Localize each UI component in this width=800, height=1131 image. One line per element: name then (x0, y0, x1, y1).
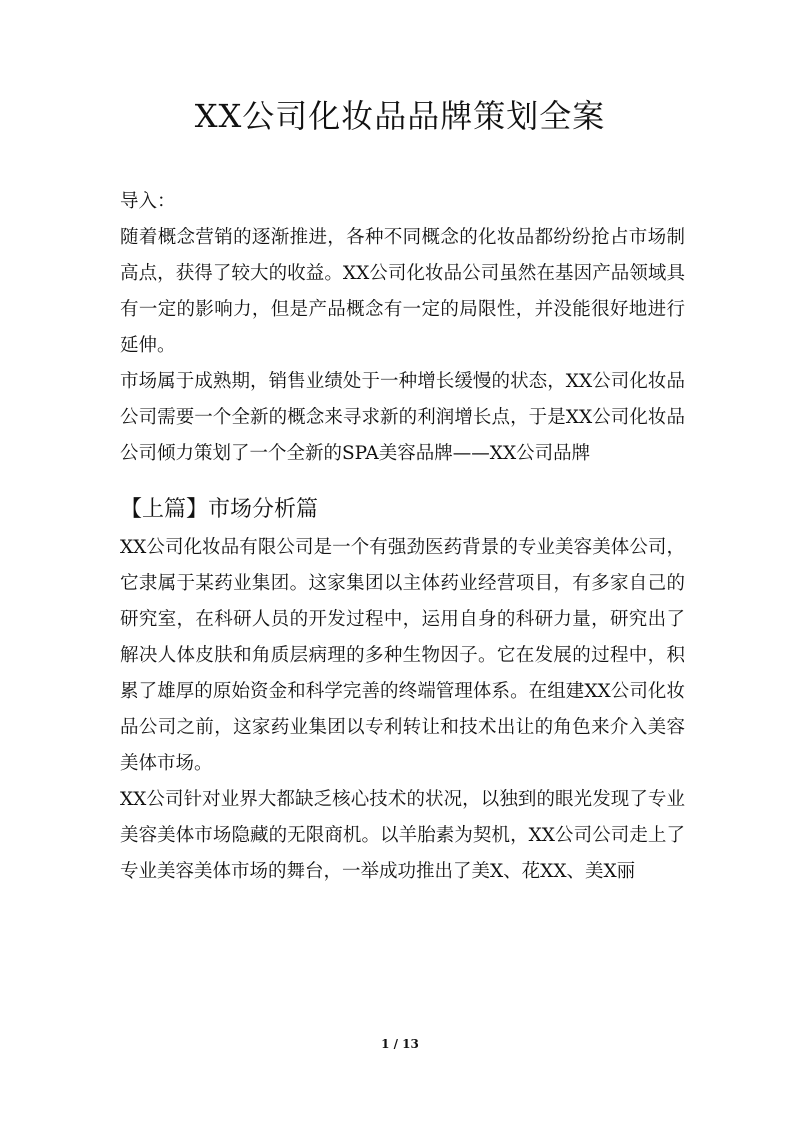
intro-paragraph-2: 市场属于成熟期，销售业绩处于一种增长缓慢的状态，XX公司化妆品公司需要一个全新的概念来寻求新的利润增长点，于是XX公司化妆品公司倾力策划了一个全新的SPA美容品牌——XX公司品牌 (120, 371, 685, 464)
intro-label: 导入： (120, 191, 176, 212)
document-body (120, 184, 685, 890)
section-heading: 【上篇】市场分析篇 (120, 497, 319, 522)
section-paragraph-2: XX公司针对业界大都缺乏核心技术的状况，以独到的眼光发现了专业美容美体市场隐藏的无限商机。以羊胎素为契机，XX公司公司走上了专业美容美体市场的舞台，一举成功推出了美X、花XX、美X丽 (120, 789, 685, 882)
intro-paragraph-1: 随着概念营销的逐渐推进，各种不同概念的化妆品都纷纷抢占市场制高点，获得了较大的收益。XX公司化妆品公司虽然在基因产品领域具有一定的影响力，但是产品概念有一定的局限性，并没能很好地进行延伸。 (120, 227, 685, 356)
section-spacer (120, 472, 685, 490)
document-title: XX公司化妆品品牌策划全案 (194, 97, 606, 135)
section-paragraph-1: XX公司化妆品有限公司是一个有强劲医药背景的专业美容美体公司，它隶属于某药业集团。这家集团以主体药业经营项目，有多家自己的研究室，在科研人员的开发过程中，运用自身的科研力量，研究出了解决人体皮肤和角质层病理的多种生物因子。它在发展的过程中，积累了雄厚的原始资金和科学完善的终端管理体系。在组建XX公司化妆品公司之前，这家药业集团以专利转让和技术出让的角色来介入美容美体市场。 (120, 537, 685, 774)
page-number: 1 / 13 (381, 1037, 419, 1051)
